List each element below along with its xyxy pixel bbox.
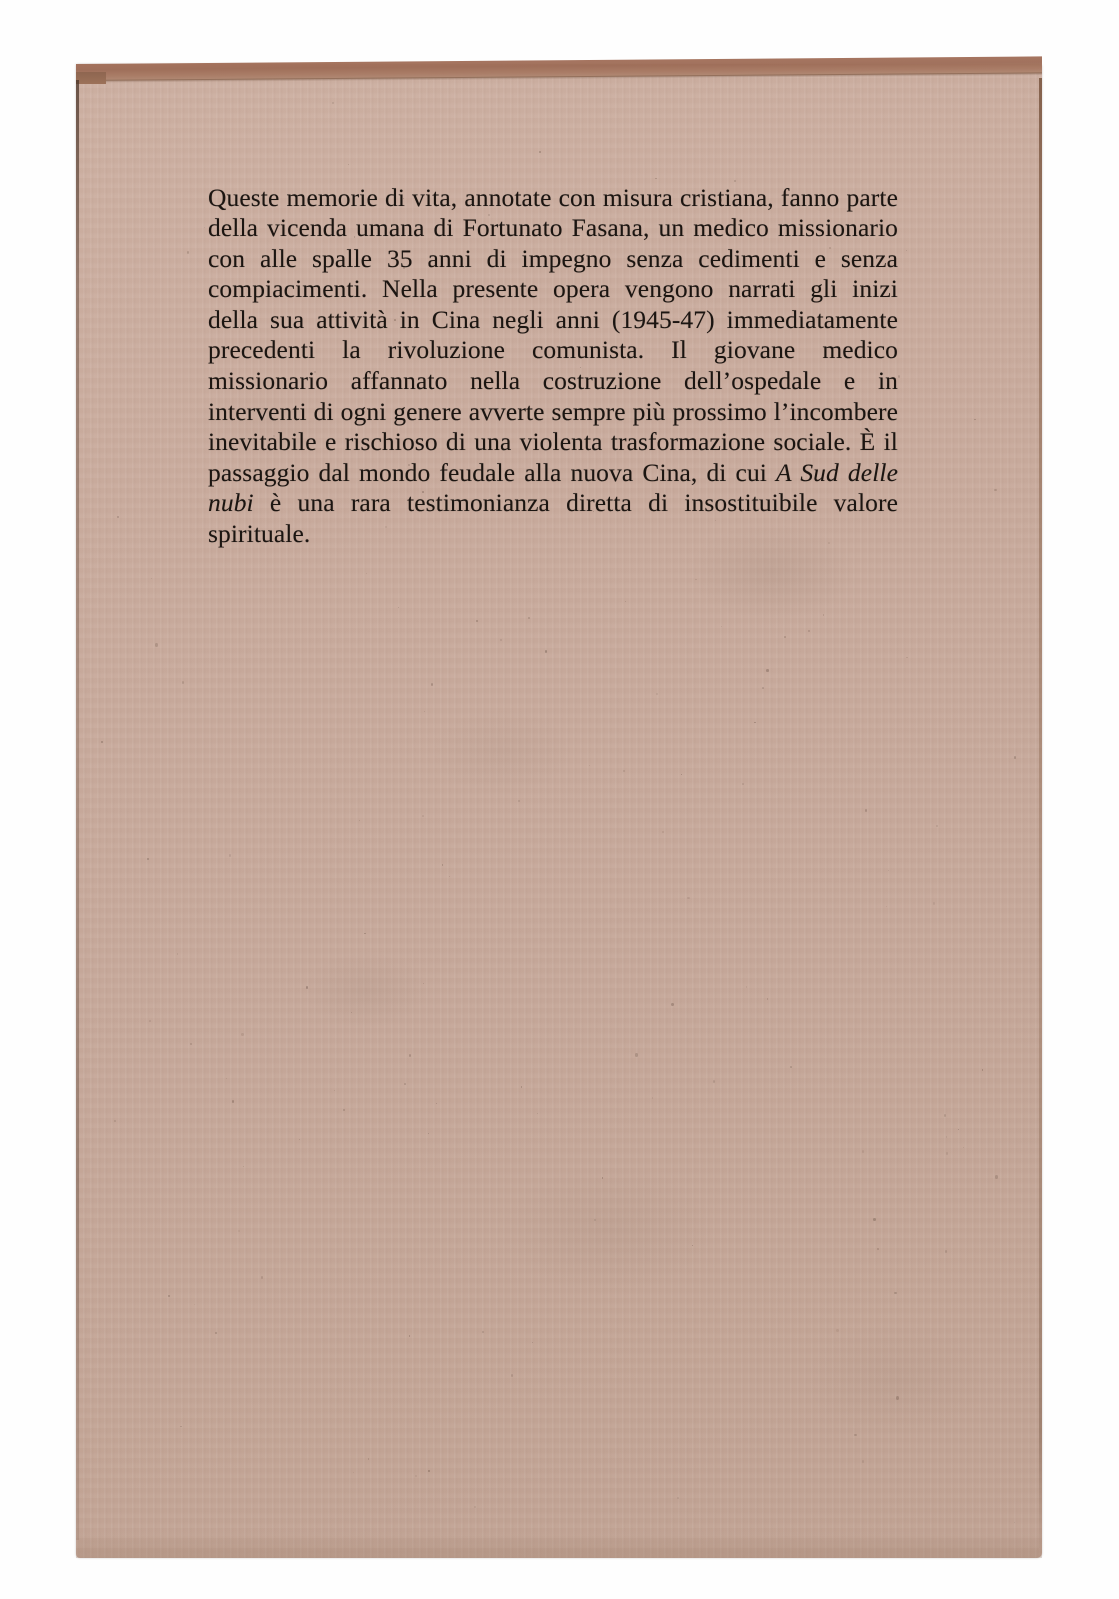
paper-speck: [114, 1120, 116, 1122]
paper-speck: [537, 1113, 538, 1114]
paper-speck: [332, 102, 334, 104]
paper-speck: [351, 1012, 352, 1013]
paper-speck: [721, 626, 722, 627]
paper-speck: [226, 1078, 227, 1079]
paper-speck: [306, 986, 308, 989]
page-spine-edge: [76, 80, 79, 1540]
paper-speck: [204, 227, 205, 228]
paper-speck: [742, 783, 744, 785]
paper-speck: [677, 1497, 679, 1499]
paper-speck: [539, 151, 541, 153]
paper-speck: [180, 1426, 182, 1427]
paper-speck: [854, 1434, 857, 1436]
blurb-text-part-1: Queste memorie di vita, annotate con misura cristiana, fanno parte della vicenda umana di Fortunato Fasana, un medico missionario con alle spalle 35 anni di impegno senza cedimenti e senza compiacimenti. Nella presente opera vengono narrati gli inizi della sua attività in Cina negli anni (1945-47) immediatamente precedenti la rivoluzione comunista. Il giovane medico missionario affannato nella costruzione dell’ospedale e in interventi di ogni genere avverte sempre più prossimo l’incombere inevitabile e rischioso di una violenta trasformazione sociale. È il passaggio dal mondo feudale alla nuova Cina, di cui: [208, 182, 898, 487]
paper-speck: [823, 614, 824, 616]
paper-speck: [896, 1396, 899, 1400]
blurb-text-part-2: è una rara testimonianza diretta di insostituibile valore spirituale.: [208, 488, 898, 549]
paper-speck: [766, 669, 769, 672]
paper-speck: [906, 250, 907, 251]
paper-speck: [528, 617, 530, 619]
paper-speck: [229, 854, 231, 857]
paper-speck: [873, 1218, 876, 1221]
paper-speck: [946, 1152, 948, 1155]
paper-speck: [623, 770, 625, 772]
paper-speck: [589, 765, 590, 766]
paper-speck: [261, 1276, 263, 1279]
paper-speck: [762, 687, 764, 689]
paper-speck: [442, 864, 443, 866]
paper-speck: [409, 1335, 410, 1337]
paper-speck: [424, 711, 425, 712]
paper-speck: [671, 1003, 674, 1006]
paper-speck: [182, 681, 184, 684]
paper-speck: [415, 1475, 417, 1477]
page-fore-edge: [1039, 78, 1042, 1548]
paper-speck: [877, 1248, 879, 1250]
paper-speck: [151, 578, 152, 579]
paper-speck: [423, 983, 424, 984]
paper-speck: [652, 1097, 653, 1099]
paper-speck: [963, 1147, 964, 1148]
paper-speck: [594, 1219, 596, 1221]
paper-speck: [865, 809, 867, 812]
paper-speck: [232, 1100, 234, 1103]
paper-speck: [545, 650, 547, 653]
paper-speck: [946, 1136, 947, 1138]
paper-speck: [713, 1080, 715, 1083]
paper-speck: [886, 906, 887, 907]
paper-speck: [511, 1374, 513, 1377]
paper-speck: [101, 741, 103, 743]
paper-speck: [974, 419, 976, 420]
book-title-italic: A Sud delle nubi: [208, 457, 898, 518]
paper-speck: [958, 1129, 959, 1130]
paper-speck: [368, 1458, 369, 1460]
paper-speck: [449, 876, 450, 877]
paper-speck: [500, 639, 502, 641]
paper-speck: [808, 630, 810, 632]
page-top-edge: [76, 56, 1042, 81]
paper-speck: [695, 579, 697, 580]
paper-speck: [906, 657, 908, 658]
paper-speck: [398, 607, 399, 608]
paper-speck: [155, 643, 158, 647]
paper-speck: [944, 1114, 946, 1117]
paper-speck: [655, 178, 657, 179]
paper-speck: [862, 1150, 864, 1153]
paper-speck: [366, 573, 367, 574]
paper-speck: [238, 1230, 240, 1232]
paper-speck: [215, 1332, 217, 1334]
paper-speck: [428, 1133, 429, 1134]
paper-speck: [190, 1043, 192, 1045]
paper-speck: [177, 953, 178, 955]
paper-speck: [409, 1054, 411, 1057]
paper-speck: [431, 683, 433, 686]
paper-speck: [898, 375, 900, 378]
paper-speck: [994, 489, 997, 491]
back-cover-blurb: [208, 183, 898, 550]
paper-speck: [754, 722, 756, 723]
paper-speck: [482, 1331, 484, 1333]
paper-speck: [476, 620, 478, 622]
paper-speck: [982, 1069, 983, 1071]
paper-speck: [521, 1086, 522, 1088]
paper-speck: [353, 1472, 354, 1473]
page-top-left-nick: [76, 72, 106, 84]
paper-speck: [692, 1245, 693, 1246]
paper-speck: [428, 1470, 430, 1472]
paper-speck: [334, 1090, 335, 1091]
paper-speck: [343, 1109, 345, 1111]
paper-speck: [518, 800, 520, 802]
paper-speck: [436, 1103, 437, 1104]
paper-speck: [862, 1460, 864, 1463]
paper-speck: [625, 601, 626, 602]
paper-speck: [746, 986, 747, 988]
paper-speck: [933, 902, 935, 905]
paper-speck: [147, 858, 149, 860]
paper-speck: [681, 774, 682, 775]
paper-speck: [1014, 1522, 1015, 1523]
paper-speck: [656, 693, 658, 695]
paper-speck: [241, 1033, 244, 1036]
paper-speck: [936, 825, 938, 827]
paper-speck: [836, 1329, 839, 1332]
paper-speck: [790, 1066, 792, 1068]
paper-speck: [894, 1292, 897, 1294]
paper-speck: [635, 1053, 638, 1057]
paper-speck: [474, 1506, 476, 1508]
paper-speck: [117, 516, 119, 518]
paper-speck: [422, 815, 424, 817]
paper-speck: [662, 831, 664, 833]
paper-speck: [602, 1177, 603, 1179]
paper-speck: [888, 870, 889, 871]
paper-speck: [1014, 756, 1016, 759]
paper-speck: [532, 1342, 533, 1343]
paper-speck: [149, 1020, 151, 1022]
page-bottom-shading: [76, 1532, 1042, 1558]
paper-speck: [348, 164, 349, 165]
paper-speck: [168, 1295, 170, 1297]
paper-speck: [299, 1139, 300, 1140]
paper-speck: [194, 1304, 195, 1305]
paper-speck: [359, 820, 360, 821]
paper-speck: [243, 1166, 244, 1167]
paper-speck: [767, 998, 768, 1000]
book-back-cover-page: [76, 64, 1042, 1558]
paper-speck: [364, 933, 366, 934]
paper-speck: [687, 897, 690, 899]
paper-speck: [187, 251, 189, 254]
paper-speck: [945, 1250, 947, 1253]
paper-speck: [995, 1175, 998, 1179]
paper-speck: [784, 636, 786, 638]
paper-speck: [404, 1083, 406, 1085]
